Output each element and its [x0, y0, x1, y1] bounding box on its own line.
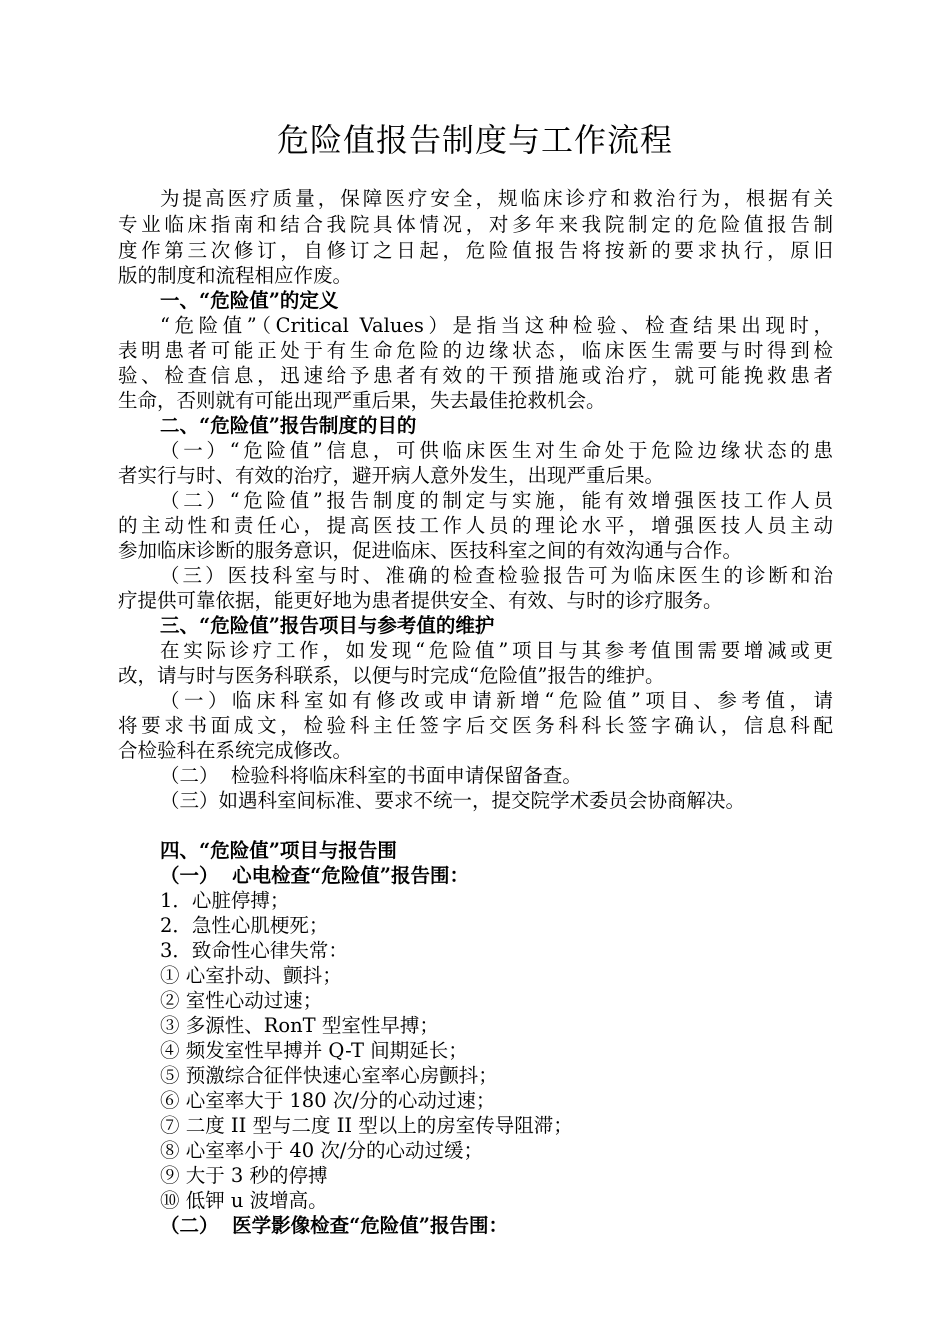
intro-line-3: 度作第三次修订，自修订之日起，危险值报告将按新的要求执行，原旧 [118, 239, 833, 262]
section-2-line-3: （二）“危险值”报告制度的制定与实施，能有效增强医技工作人员 [160, 489, 833, 512]
section-2-line-6: （三）医技科室与时、准确的检查检验报告可为临床医生的诊断和治 [160, 564, 833, 587]
section-3-line-1: 在实际诊疗工作，如发现“危险值”项目与其参考值围需要增减或更 [160, 639, 833, 662]
section-3-line-7: （三）如遇科室间标准、要求不统一，提交院学术委员会协商解决。 [160, 789, 746, 812]
ecg-item-3-9: ⑨ 大于 3 秒的停搏 [160, 1164, 328, 1187]
section-1-line-3: 验、检查信息，迅速给予患者有效的干预措施或治疗，就可能挽救患者 [118, 364, 833, 387]
section-3-line-5: 合检验科在系统完成修改。 [118, 739, 353, 762]
ecg-item-3-5: ⑤ 预激综合征伴快速心室率心房颤抖； [160, 1064, 498, 1087]
section-1-line-1: “危险值”（Critical Values）是指当这种检验、检查结果出现时， [160, 314, 833, 337]
section-2-line-1: （一）“危险值”信息，可供临床医生对生命处于危险边缘状态的患 [160, 439, 833, 462]
ecg-item-3-6: ⑥ 心室率大于 180 次/分的心动过速； [160, 1089, 496, 1112]
section-4-sub-2: （二） 医学影像检查“危险值”报告围： [160, 1214, 509, 1237]
section-2-line-5: 参加临床诊断的服务意识，促进临床、医技科室之间的有效沟通与合作。 [118, 539, 743, 562]
section-1-heading: 一、“危险值”的定义 [160, 289, 339, 312]
section-3-line-4: 将要求书面成文，检验科主任签字后交医务科科长签字确认，信息科配 [118, 714, 833, 737]
section-3-line-3: （一）临床科室如有修改或申请新增“危险值”项目、参考值，请 [160, 689, 833, 712]
ecg-item-3-1: ① 心室扑动、颤抖； [160, 964, 342, 987]
ecg-item-3-4: ④ 频发室性早搏并 Q-T 间期延长； [160, 1039, 468, 1062]
ecg-item-1: 1．心脏停搏； [160, 889, 290, 912]
document-title: 危险值报告制度与工作流程 [276, 121, 673, 159]
ecg-item-3: 3．致命性心律失常： [160, 939, 348, 962]
section-2-line-7: 疗提供可靠依据，能更好地为患者提供安全、有效、与时的诊疗服务。 [118, 589, 723, 612]
section-2-line-2: 者实行与时、有效的治疗，避开病人意外发生，出现严重后果。 [118, 464, 665, 487]
ecg-item-3-10: ⑩ 低钾 u 波增高。 [160, 1189, 328, 1212]
section-1-line-4: 生命，否则就有可能出现严重后果，失去最佳抢救机会。 [118, 389, 606, 412]
ecg-item-2: 2．急性心肌梗死； [160, 914, 329, 937]
section-3-line-6: （二） 检验科将临床科室的书面申请保留备查。 [160, 764, 582, 787]
intro-line-2: 专业临床指南和结合我院具体情况，对多年来我院制定的危险值报告制 [118, 213, 833, 236]
intro-line-4: 版的制度和流程相应作废。 [118, 264, 353, 287]
section-3-heading: 三、“危险值”报告项目与参考值的维护 [160, 614, 495, 637]
section-2-heading: 二、“危险值”报告制度的目的 [160, 414, 417, 437]
ecg-item-3-7: ⑦ 二度 II 型与二度 II 型以上的房室传导阻滞； [160, 1114, 573, 1137]
section-2-line-4: 的主动性和责任心，提高医技工作人员的理论水平，增强医技人员主动 [118, 514, 833, 537]
ecg-item-3-3: ③ 多源性、RonT 型室性早搏； [160, 1014, 439, 1037]
intro-line-1: 为提高医疗质量，保障医疗安全，规临床诊疗和救治行为，根据有关 [160, 187, 833, 210]
section-1-line-2: 表明患者可能正处于有生命危险的边缘状态，临床医生需要与时得到检 [118, 339, 833, 362]
section-3-line-2: 改，请与时与医务科联系，以便与时完成“危险值”报告的维护。 [118, 664, 665, 687]
section-4-heading: 四、“危险值”项目与报告围 [160, 839, 397, 862]
ecg-item-3-8: ⑧ 心室率小于 40 次/分的心动过缓； [160, 1139, 483, 1162]
section-4-sub-1: （一） 心电检查“危险值”报告围： [160, 864, 470, 887]
ecg-item-3-2: ② 室性心动过速； [160, 989, 323, 1012]
